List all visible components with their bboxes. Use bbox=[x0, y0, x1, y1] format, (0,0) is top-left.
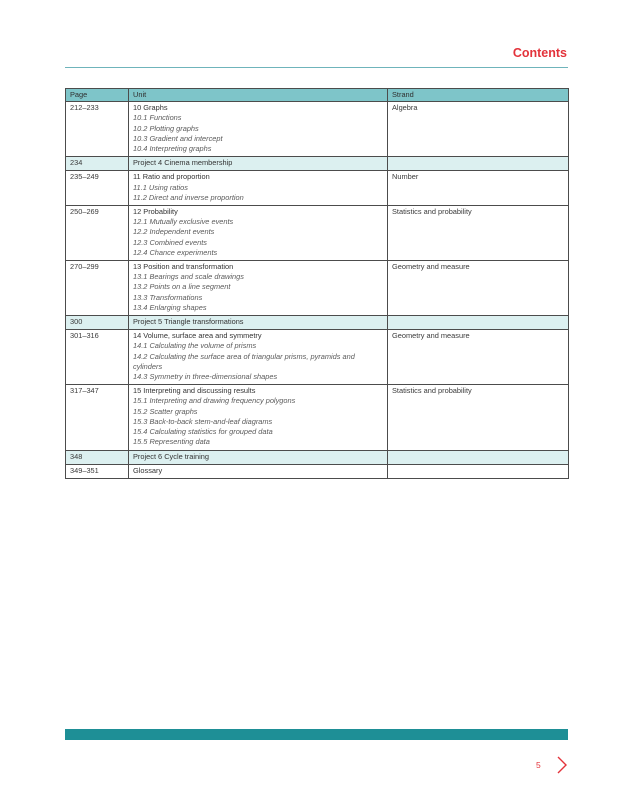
table-row bbox=[66, 261, 569, 316]
unit-title: 14 Volume, surface area and symmetry bbox=[133, 331, 262, 341]
page-range-cell: 348 bbox=[66, 450, 129, 464]
project-row bbox=[66, 157, 569, 171]
page-range-cell: 301–316 bbox=[66, 330, 129, 385]
subsection-item: 15.4 Calculating statistics for grouped data bbox=[133, 427, 273, 437]
contents-table bbox=[65, 88, 569, 479]
unit-cell bbox=[129, 102, 388, 157]
unit-cell bbox=[129, 464, 388, 478]
unit-title: 11 Ratio and proportion bbox=[133, 172, 210, 182]
page-number: 5 bbox=[536, 760, 541, 770]
subsection-item: 10.3 Gradient and intercept bbox=[133, 133, 223, 143]
strand-cell: Number bbox=[388, 171, 569, 206]
unit-cell bbox=[129, 157, 388, 171]
subsection-item: 15.2 Scatter graphs bbox=[133, 406, 198, 416]
unit-title: 12 Probability bbox=[133, 207, 178, 217]
subsection-item: 14.1 Calculating the volume of prisms bbox=[133, 341, 257, 351]
subsection-item: 13.1 Bearings and scale drawings bbox=[133, 272, 244, 282]
subsection-item: 13.3 Transformations bbox=[133, 292, 203, 302]
table-row bbox=[66, 464, 569, 478]
unit-title: 15 Interpreting and discussing results bbox=[133, 386, 256, 396]
subsection-item: 15.1 Interpreting and drawing frequency polygons bbox=[133, 396, 296, 406]
subsection-item: 12.1 Mutually exclusive events bbox=[133, 217, 234, 227]
subsection-item: 11.1 Using ratios bbox=[133, 182, 188, 192]
strand-cell: Statistics and probability bbox=[388, 206, 569, 261]
page-title: Contents bbox=[512, 46, 567, 60]
unit-title: Project 4 Cinema membership bbox=[133, 158, 233, 168]
table-row bbox=[66, 385, 569, 450]
subsection-item: 15.5 Representing data bbox=[133, 437, 210, 447]
page-range-cell: 212–233 bbox=[66, 102, 129, 157]
strand-cell: Algebra bbox=[388, 102, 569, 157]
unit-title: 10 Graphs bbox=[133, 103, 168, 113]
unit-title: Project 5 Triangle transformations bbox=[133, 317, 244, 327]
subsection-item: 10.1 Functions bbox=[133, 113, 182, 123]
header-divider bbox=[65, 67, 568, 68]
subsection-item: 10.4 Interpreting graphs bbox=[133, 144, 212, 154]
page-range-cell: 300 bbox=[66, 316, 129, 330]
table-row bbox=[66, 102, 569, 157]
page-range-cell: 349–351 bbox=[66, 464, 129, 478]
contents-table-body bbox=[66, 102, 569, 479]
table-row bbox=[66, 206, 569, 261]
strand-cell bbox=[388, 316, 569, 330]
subsection-item: 12.2 Independent events bbox=[133, 227, 215, 237]
subsection-item: 14.3 Symmetry in three-dimensional shapes bbox=[133, 372, 278, 382]
page-range-cell: 234 bbox=[66, 157, 129, 171]
strand-cell: Statistics and probability bbox=[388, 385, 569, 450]
strand-cell: Geometry and measure bbox=[388, 261, 569, 316]
subsection-item: 10.2 Plotting graphs bbox=[133, 123, 199, 133]
strand-cell bbox=[388, 157, 569, 171]
chevron-right-icon[interactable] bbox=[556, 755, 568, 775]
page-range-cell: 250–269 bbox=[66, 206, 129, 261]
strand-cell bbox=[388, 450, 569, 464]
unit-cell bbox=[129, 261, 388, 316]
subsection-item: 12.4 Chance experiments bbox=[133, 247, 218, 257]
unit-title: 13 Position and transformation bbox=[133, 262, 234, 272]
table-row bbox=[66, 330, 569, 385]
subsection-item: 13.4 Enlarging shapes bbox=[133, 302, 207, 312]
subsection-item: 12.3 Combined events bbox=[133, 237, 207, 247]
table-header-row bbox=[66, 89, 569, 102]
unit-cell bbox=[129, 330, 388, 385]
unit-cell bbox=[129, 316, 388, 330]
column-header-unit: Unit bbox=[129, 89, 388, 102]
unit-cell bbox=[129, 171, 388, 206]
unit-cell bbox=[129, 385, 388, 450]
unit-title: Project 6 Cycle training bbox=[133, 451, 209, 461]
page-range-cell: 270–299 bbox=[66, 261, 129, 316]
subsection-item: 14.2 Calculating the surface area of triangular prisms, pyramids and cylinders bbox=[133, 351, 355, 371]
unit-cell bbox=[129, 206, 388, 261]
subsection-item: 13.2 Points on a line segment bbox=[133, 282, 231, 292]
project-row bbox=[66, 450, 569, 464]
unit-title: Glossary bbox=[133, 465, 163, 475]
subsection-item: 15.3 Back-to-back stem-and-leaf diagrams bbox=[133, 416, 273, 426]
unit-cell bbox=[129, 450, 388, 464]
strand-cell bbox=[388, 464, 569, 478]
table-row bbox=[66, 171, 569, 206]
footer-bar bbox=[65, 729, 568, 740]
column-header-strand: Strand bbox=[388, 89, 569, 102]
strand-cell: Geometry and measure bbox=[388, 330, 569, 385]
subsection-item: 11.2 Direct and inverse proportion bbox=[133, 192, 244, 202]
page-range-cell: 317–347 bbox=[66, 385, 129, 450]
page-range-cell: 235–249 bbox=[66, 171, 129, 206]
column-header-page: Page bbox=[66, 89, 129, 102]
project-row bbox=[66, 316, 569, 330]
